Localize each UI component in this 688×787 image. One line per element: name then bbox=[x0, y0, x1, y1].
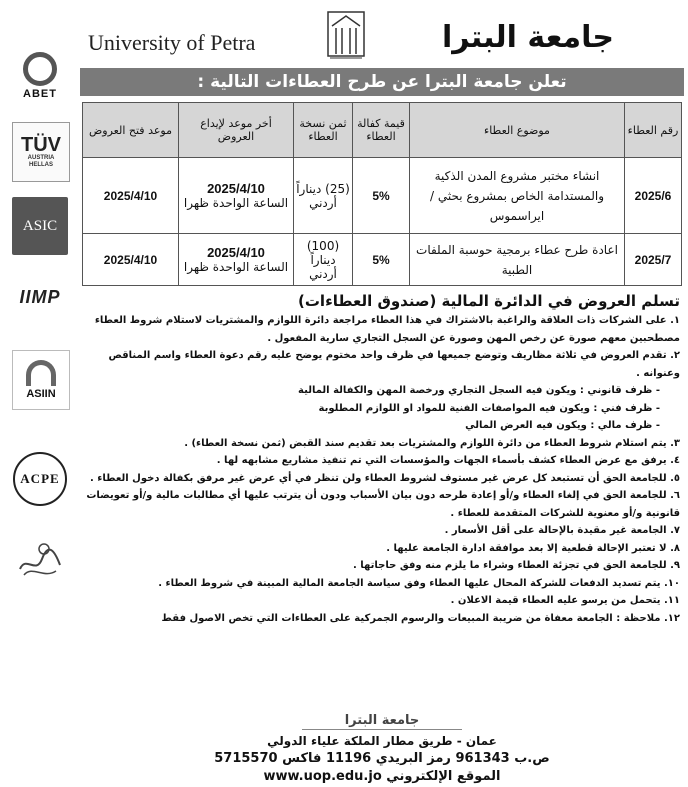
acpe-logo bbox=[12, 448, 68, 510]
tuv-label: TÜV bbox=[21, 134, 61, 156]
term-subitem: - ظرف فني : ويكون فيه المواصفات الفنية للمواد او اللوازم المطلوبة bbox=[318, 402, 660, 414]
footer-university-name: جامعة البترا bbox=[302, 713, 462, 730]
university-name-ar: جامعة البترا bbox=[441, 20, 614, 55]
tender-opening: 2025/4/10 bbox=[83, 234, 179, 286]
header-deadline: أخر موعد لإيداع العروض bbox=[179, 103, 294, 158]
footer-website-link[interactable]: الموقع الإلكتروني www.uop.edu.jo bbox=[263, 769, 501, 784]
calligraphy-seal-icon bbox=[12, 533, 68, 589]
acpe-label: ACPE bbox=[20, 471, 60, 486]
header bbox=[80, 2, 684, 68]
term-item: ١٢. ملاحظة : الجامعة معفاة من ضريبة المبيعات والرسوم الجمركية على العطاءات التي تخص الاصول فقط bbox=[161, 612, 680, 624]
tuv-country-2: HELLAS bbox=[29, 162, 53, 168]
tender-subject: اعادة طرح عطاء برمجية حوسبة الملفات الطبية bbox=[410, 234, 625, 286]
tender-guarantee: 5% bbox=[353, 158, 410, 234]
university-name-en: University of Petra bbox=[88, 30, 256, 55]
terms-title: تسلم العروض في الدائرة المالية (صندوق العطاءات) bbox=[298, 292, 680, 310]
tender-deadline bbox=[179, 234, 294, 286]
tender-subject: انشاء مختبر مشروع المدن الذكية والمستدامة الخاص بمشروع بحثي /ايراسموس bbox=[410, 158, 625, 234]
footer bbox=[80, 713, 684, 786]
abet-label: ABET bbox=[23, 88, 57, 100]
abet-logo bbox=[12, 52, 68, 100]
term-item: ٥. للجامعة الحق أن تستبعد كل عرض غير مستوف لشروط العطاء ولن تنظر في أي عرض غير مرفق بكفالة دخول العطاء . bbox=[89, 472, 680, 484]
imp-label: IIMP bbox=[19, 286, 61, 307]
header-guarantee: قيمة كفالة العطاء bbox=[353, 103, 410, 158]
petra-treasury-logo-icon bbox=[324, 8, 368, 64]
term-item: ٨. لا تعتبر الإحالة قطعية إلا بعد موافقة ادارة الجامعة عليها . bbox=[386, 542, 680, 554]
term-item: ٢. تقدم العروض في ثلاثة مظاريف وتوضع جميعها في ظرف واحد مختوم يوضح عليه رقم دعوة العطاء واسم المناقص وعنوانه . bbox=[108, 350, 680, 379]
asic-logo bbox=[12, 197, 68, 255]
term-item: ٦. للجامعة الحق في إلغاء العطاء و/أو إعادة طرحه دون بيان الأسباب ودون أن يترتب عليها أي مطالبات مالية و/أو تعويضات قانونية و/أو معنوية للشركات المتقدمة للعطاء . bbox=[86, 490, 680, 519]
main-content bbox=[80, 2, 684, 627]
deadline-date: 2025/4/10 bbox=[207, 181, 265, 196]
tender-price: (100) ديناراً أردني bbox=[294, 234, 353, 286]
asic-label: ASIC bbox=[22, 217, 58, 234]
asiin-logo bbox=[12, 350, 70, 410]
tenders-table bbox=[82, 102, 682, 286]
footer-address: عمان - طريق مطار الملكة علياء الدولي bbox=[267, 734, 497, 748]
tender-deadline bbox=[179, 158, 294, 234]
header-opening: موعد فتح العروض bbox=[83, 103, 179, 158]
acpe-ring-icon bbox=[13, 452, 67, 506]
tuv-country-1: AUSTRIA bbox=[27, 155, 55, 161]
term-item: ٤. يرفق مع عرض العطاء كشف بأسماء الجهات والمؤسسات التي تم تنفيذ مشاريع مشابهه لها . bbox=[216, 455, 680, 466]
term-subitem: - ظرف مالي : ويكون فيه العرض المالي bbox=[465, 420, 660, 431]
deadline-date: 2025/4/10 bbox=[207, 245, 265, 260]
tender-number: 2025/7 bbox=[625, 234, 682, 286]
term-item: ٩. للجامعة الحق في تجزئة العطاء وشراء ما يلزم منه وفق حاجاتها . bbox=[353, 560, 680, 571]
imp-logo bbox=[12, 283, 68, 311]
term-item: ١١. يتحمل من يرسو عليه العطاء قيمة الاعلان . bbox=[450, 595, 680, 606]
footer-contact: ص.ب 961343 رمز البريدي 11196 فاكس 5715570 bbox=[214, 751, 550, 766]
term-item: ١. على الشركات ذات العلاقة والراغبة بالاشتراك في هذا العطاء مراجعة دائرة اللوازم والمشتريات لاستلام شروط العطاء مصطحبين معهم صورة عن رخص المهن وصورة عن السجل التجاري سارية المفعول . bbox=[94, 315, 680, 344]
asiin-arch-icon bbox=[26, 360, 56, 386]
tender-opening: 2025/4/10 bbox=[83, 158, 179, 234]
deadline-time: الساعة الواحدة ظهرا bbox=[183, 196, 289, 210]
term-subitem: - ظرف قانوني : ويكون فيه السجل التجاري ورخصة المهن والكفالة المالية bbox=[298, 385, 660, 396]
asiin-label: ASIIN bbox=[26, 388, 56, 400]
terms-section bbox=[82, 292, 680, 627]
deadline-time: الساعة الواحدة ظهرا bbox=[183, 260, 289, 274]
header-number: رقم العطاء bbox=[625, 103, 682, 158]
abet-ring-icon bbox=[23, 52, 57, 86]
term-item: ١٠. يتم تسديد الدفعات للشركة المحال عليها العطاء وفق سياسة الجامعة المالية المبينة في شروط العطاء . bbox=[158, 577, 680, 589]
tender-price: (25) ديناراً أردني bbox=[294, 158, 353, 234]
table-row bbox=[83, 158, 682, 234]
term-item: ٣. يتم استلام شروط العطاء من دائرة اللوازم والمشتريات بعد تقديم سند القبض (ثمن نسخة العطاء) . bbox=[184, 437, 680, 449]
header-price: ثمن نسخة العطاء bbox=[294, 103, 353, 158]
accreditation-sidebar bbox=[0, 0, 78, 787]
term-item: ٧. الجامعة غير مقيدة بالإحالة على أقل الأسعار . bbox=[444, 525, 680, 536]
table-header-row bbox=[83, 103, 682, 158]
tender-number: 2025/6 bbox=[625, 158, 682, 234]
header-subject: موضوع العطاء bbox=[410, 103, 625, 158]
table-row bbox=[83, 234, 682, 286]
tender-guarantee: 5% bbox=[353, 234, 410, 286]
announcement-banner: تعلن جامعة البترا عن طرح العطاءات التالية : bbox=[80, 68, 684, 96]
tuv-logo bbox=[12, 122, 70, 182]
